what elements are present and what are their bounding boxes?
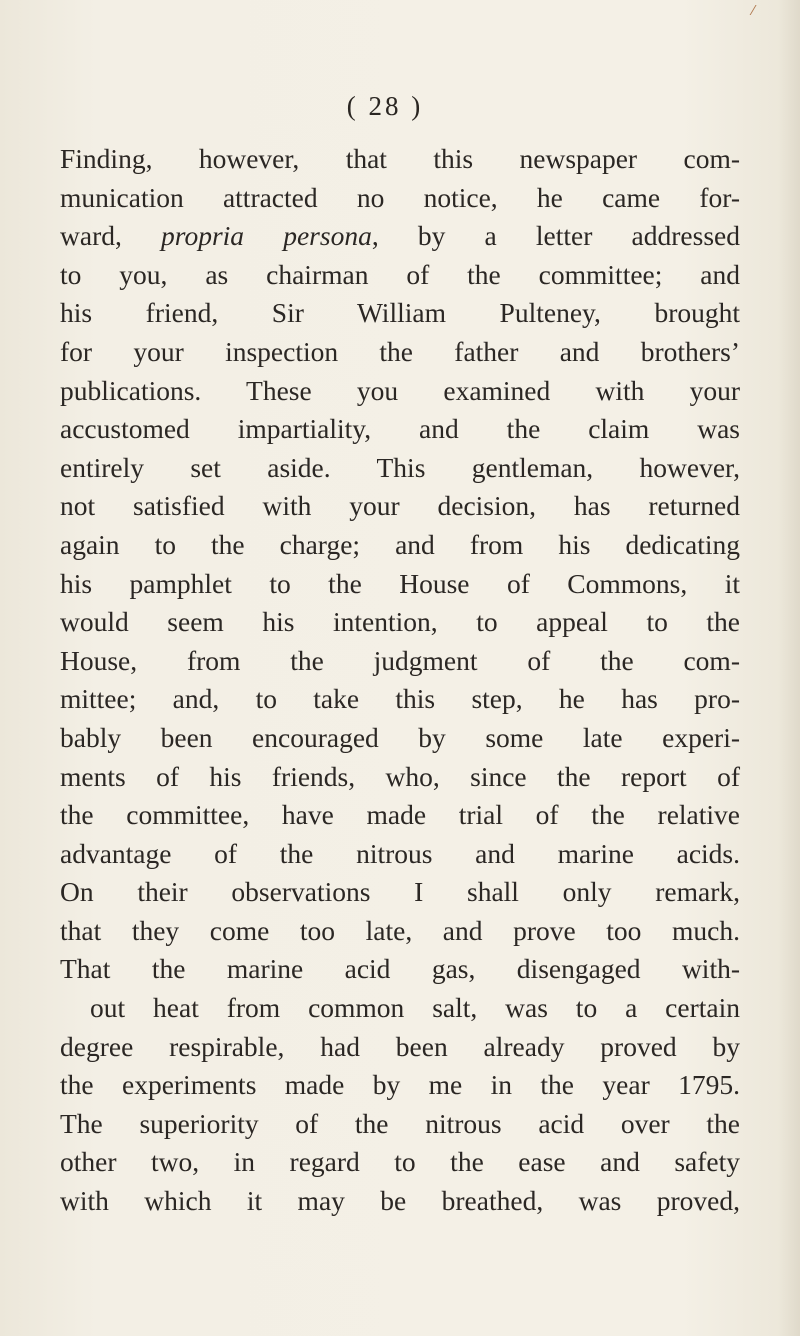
page-edge-shadow	[778, 0, 800, 1336]
text-line: would seem his intention, to appeal to the	[60, 606, 740, 638]
corner-mark: ⁄	[752, 4, 755, 19]
text-line: munication attracted no notice, he came for-	[60, 181, 740, 213]
text-line: with which it may be breathed, was proved,	[60, 1185, 740, 1217]
text-line: advantage of the nitrous and marine acids.	[60, 837, 740, 869]
text-line: again to the charge; and from his dedicating	[60, 528, 740, 560]
text-line: Finding, however, that this newspaper com-	[60, 143, 740, 174]
text-line: entirely set aside. This gentleman, however,	[60, 451, 740, 483]
text-segment: , by a letter addressed	[371, 220, 740, 252]
text-line: for your inspection the father and brothers’	[60, 335, 740, 367]
text-line: the committee, have made trial of the relative	[60, 799, 740, 831]
text-line: not satisfied with your decision, has returned	[60, 490, 740, 522]
text-line: other two, in regard to the ease and safety	[60, 1146, 740, 1178]
text-line: ments of his friends, who, since the report of	[60, 760, 740, 792]
page-number: ( 28 )	[346, 91, 424, 121]
text-line: On their observations I shall only remark,	[60, 876, 740, 908]
text-line: to you, as chairman of the committee; and	[60, 258, 740, 290]
italic-phrase: propria persona	[161, 220, 372, 252]
text-line: bably been encouraged by some late experi-	[60, 721, 740, 753]
text-segment: ward,	[60, 220, 162, 252]
body-text	[60, 140, 740, 1221]
text-line: House, from the judgment of the com-	[60, 644, 740, 676]
text-line: mittee; and, to take this step, he has pro-	[60, 683, 740, 715]
text-line: accustomed impartiality, and the claim was	[60, 413, 740, 445]
text-line: degree respirable, had been already proved by	[60, 1030, 740, 1062]
text-line: out heat from common salt, was to a certain	[90, 992, 740, 1024]
text-line: his pamphlet to the House of Commons, it	[60, 567, 740, 599]
text-line	[60, 217, 740, 256]
text-line: his friend, Sir William Pulteney, brought	[60, 297, 740, 329]
text-line: The superiority of the nitrous acid over the	[60, 1107, 740, 1139]
text-line: publications. These you examined with your	[60, 374, 740, 406]
text-line: that they come too late, and prove too much.	[60, 914, 740, 946]
text-line: That the marine acid gas, disengaged with-	[60, 953, 740, 985]
text-line: the experiments made by me in the year 1795.	[60, 1069, 740, 1101]
